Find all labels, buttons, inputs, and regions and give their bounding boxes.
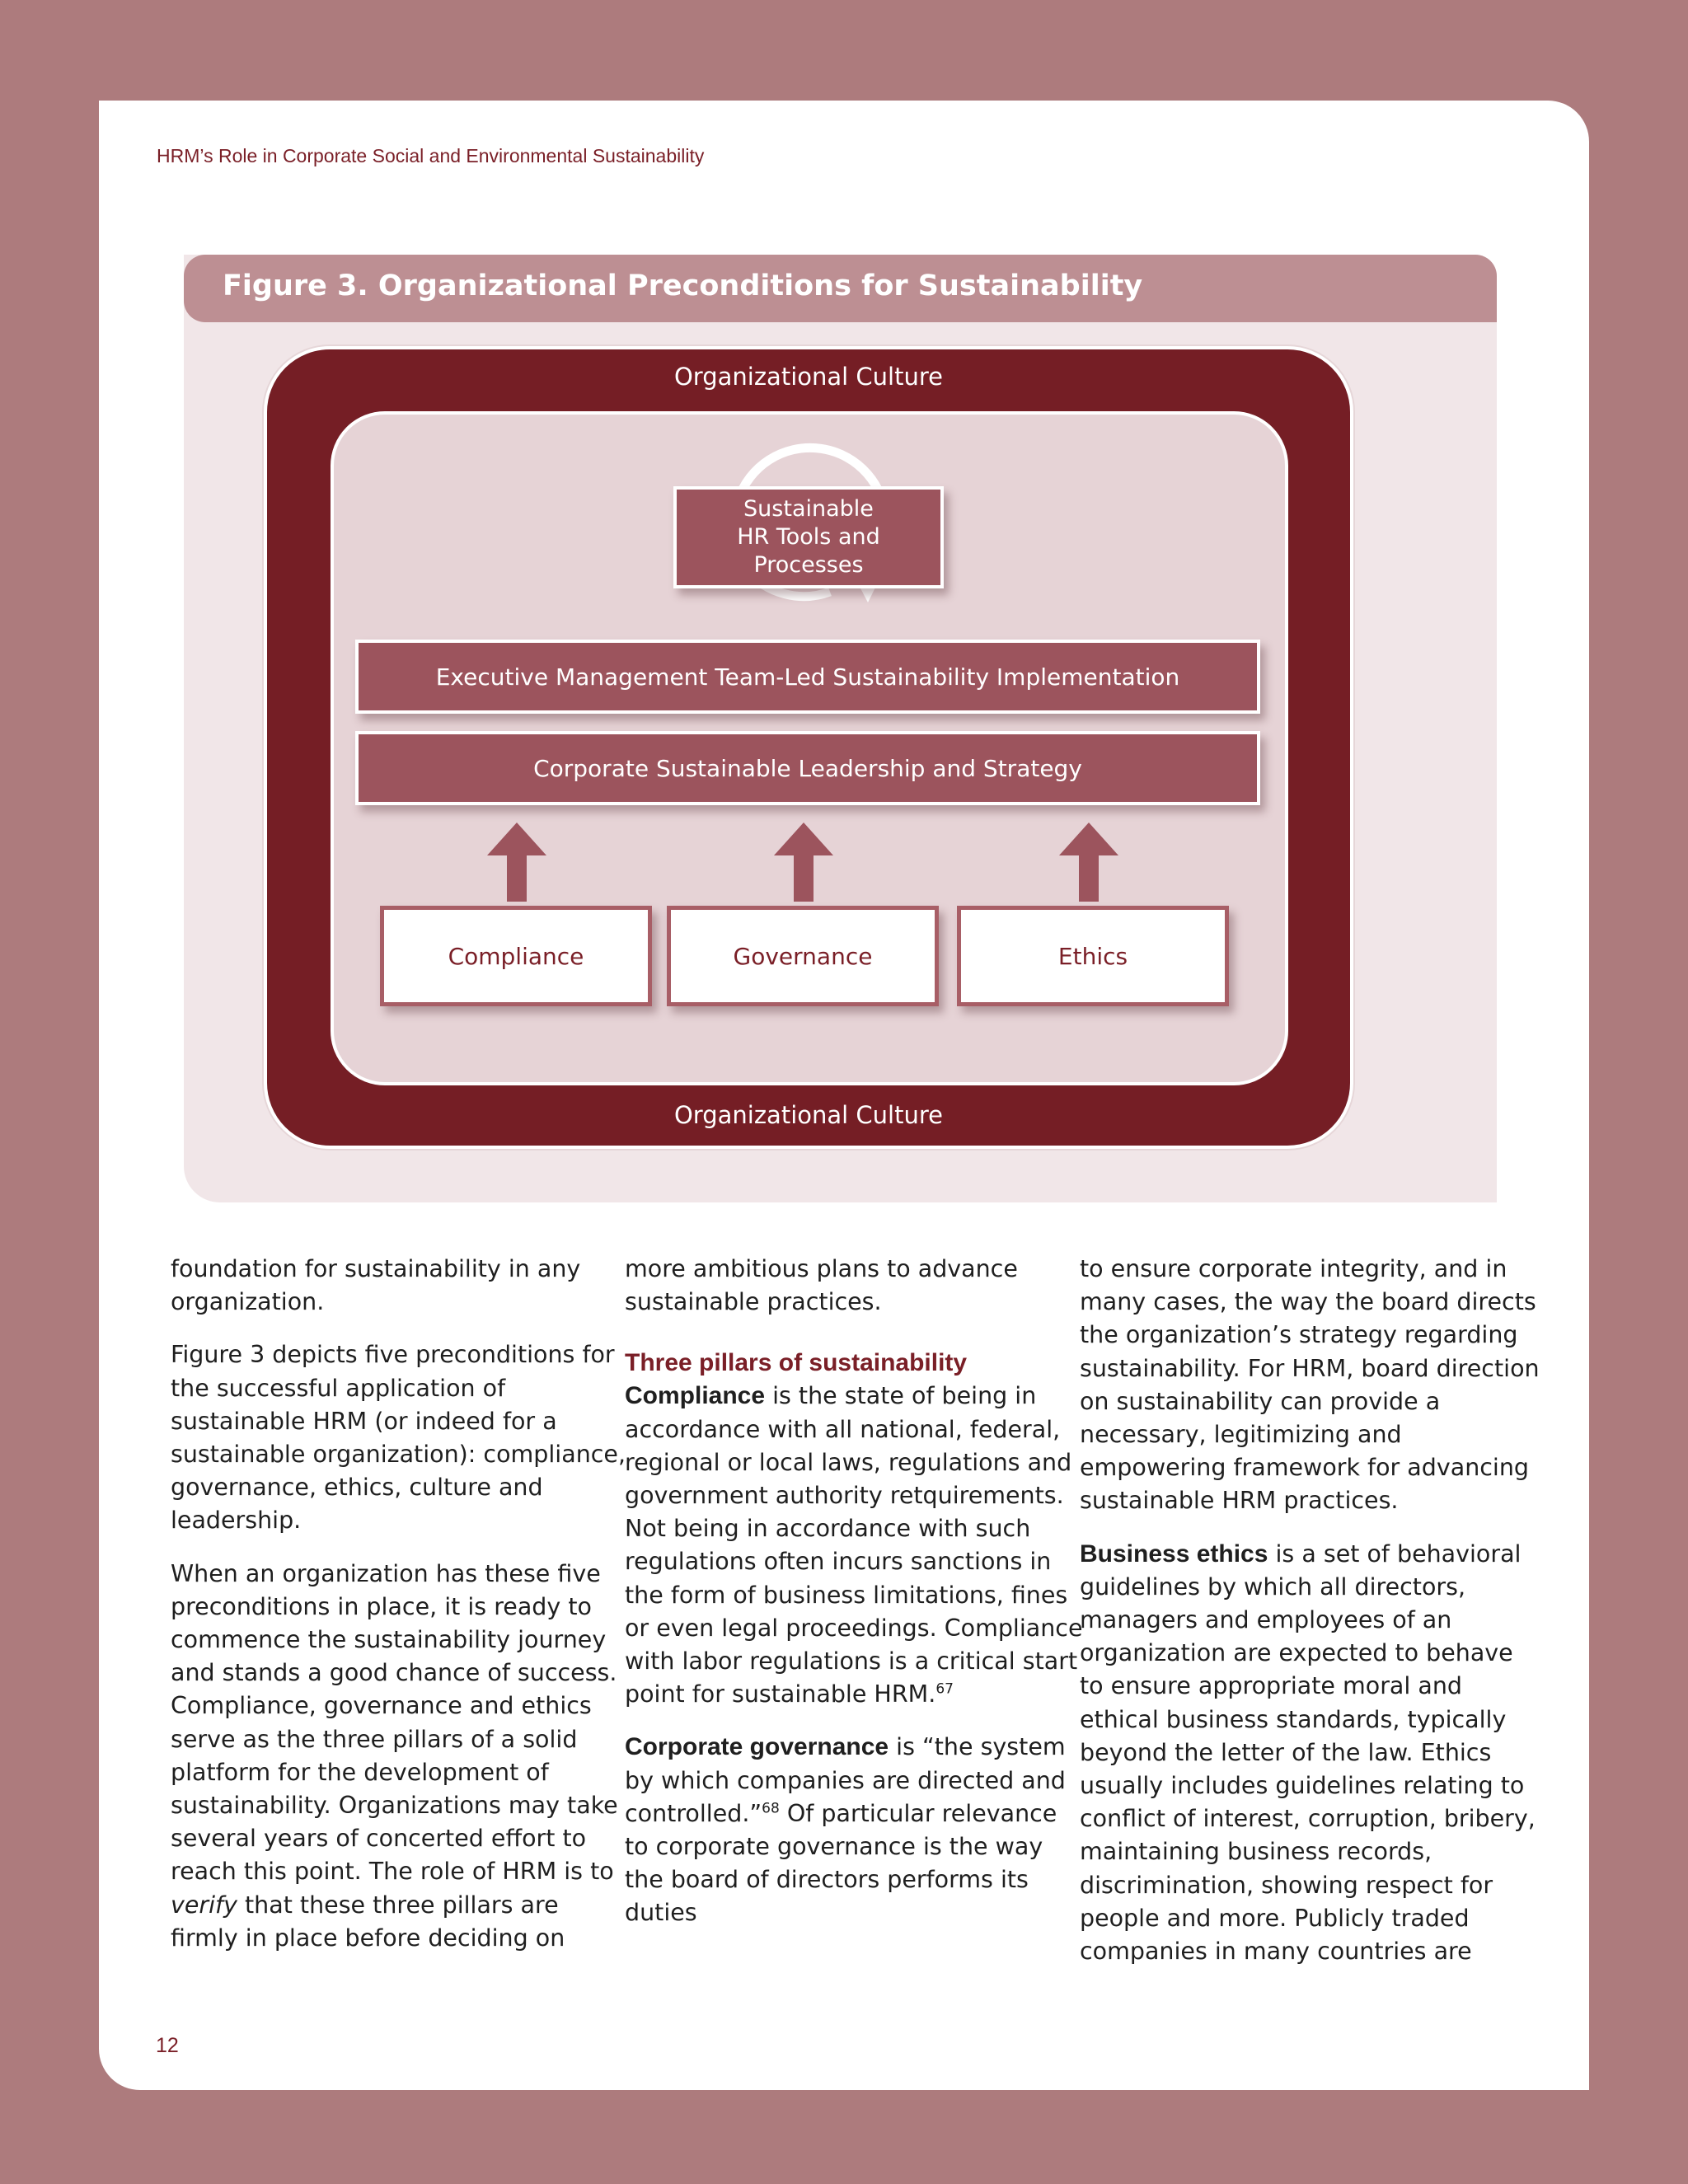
text-column-3: [1080, 1253, 1541, 1988]
up-arrow-icon: [1059, 823, 1118, 902]
pillar-governance: Governance: [667, 906, 939, 1006]
emphasis: verify: [171, 1891, 237, 1919]
paragraph: [171, 1558, 632, 1955]
text-column-2: [625, 1253, 1086, 1950]
paragraph-compliance: [625, 1380, 1086, 1711]
paragraph-governance: [625, 1731, 1086, 1929]
tools-line-1: Sustainable: [743, 496, 874, 522]
leadership-strategy-bar: Corporate Sustainable Leadership and Strategy: [355, 731, 1260, 805]
paragraph: to ensure corporate integrity, and in many cases, the way the board directs the organization’s strategy regarding sustainability. For HRM, board direction on sustainability can provide a necessary, legitimizing and empowering framework for advancing sustainable HRM practices.: [1080, 1255, 1540, 1515]
paragraph-ethics: [1080, 1538, 1541, 1969]
text-span: is the state of being in accordance with all national, federal, regional or local laws, regulations and government authority retquirements. Not being in accordance with such regulations often incurs sanctions in the form of business limitations, fines or even legal proceedings. Compliance with labor regulations is a critical start point for sustainable HRM.: [625, 1382, 1083, 1708]
executive-management-bar: Executive Management Team-Led Sustainability Implementation: [355, 640, 1260, 714]
text-column-1: [171, 1253, 632, 1975]
term-governance: Corporate governance: [625, 1733, 889, 1761]
text-span: is a set of behavioral guidelines by which all directors, managers and employees of an organization are expected to behave to ensure appropriate moral and ethical business standards, typically beyond the letter of the law. Ethics usually includes guidelines relating to conflict of interest, corruption, bribery, maintaining business records, discrimination, showing respect for people and more. Publicly traded companies in many countries are: [1080, 1540, 1536, 1966]
culture-label-bottom: Organizational Culture: [673, 1101, 943, 1129]
up-arrow-icon: [487, 823, 546, 902]
inner-preconditions-box: [331, 411, 1288, 1085]
section-heading: Three pillars of sustainability: [625, 1349, 968, 1377]
paragraph: foundation for sustainability in any organization.: [171, 1255, 581, 1316]
text-span: Of particular relevance to corporate governance is the way the board of directors performs its duties: [625, 1799, 1057, 1927]
term-ethics: Business ethics: [1080, 1540, 1268, 1568]
term-compliance: Compliance: [625, 1382, 766, 1410]
tools-line-3: Processes: [753, 552, 864, 578]
running-head: HRM’s Role in Corporate Social and Environmental Sustainability: [157, 145, 705, 166]
culture-label-top: Organizational Culture: [673, 363, 943, 391]
pillar-compliance: Compliance: [380, 906, 652, 1006]
page-number: 12: [156, 2034, 179, 2057]
footnote-ref: 67: [935, 1680, 954, 1698]
text-span: When an organization has these five preconditions in place, it is ready to commence the sustainability journey and stands a good chance of success. Compliance, governance and ethics serve as the three pillars of a solid platform for the development of sustainability. Organizations may take several years of concerted effort to reach this point. The role of HRM is to: [171, 1559, 618, 1886]
organizational-culture-box: [264, 346, 1353, 1149]
figure-3: [184, 255, 1497, 1202]
sustainable-hr-tools-box: [673, 486, 944, 588]
up-arrow-icon: [774, 823, 833, 902]
page: [99, 101, 1589, 2090]
footnote-ref: 68: [762, 1800, 780, 1817]
pillar-ethics: Ethics: [957, 906, 1229, 1006]
figure-header: [184, 255, 1497, 322]
tools-line-2: HR Tools and: [737, 524, 880, 550]
text-span: is “the system by which companies are directed and controlled.”: [625, 1733, 1066, 1827]
text-span: that these three pillars are firmly in place before deciding on: [171, 1891, 565, 1952]
paragraph: more ambitious plans to advance sustainable practices.: [625, 1255, 1018, 1316]
paragraph: Figure 3 depicts five preconditions for the successful application of sustainable HRM (or indeed for a sustainable organization): compliance, governance, ethics, culture and leadership.: [171, 1341, 626, 1535]
figure-title: Figure 3. Organizational Preconditions for Sustainability: [223, 269, 1143, 302]
